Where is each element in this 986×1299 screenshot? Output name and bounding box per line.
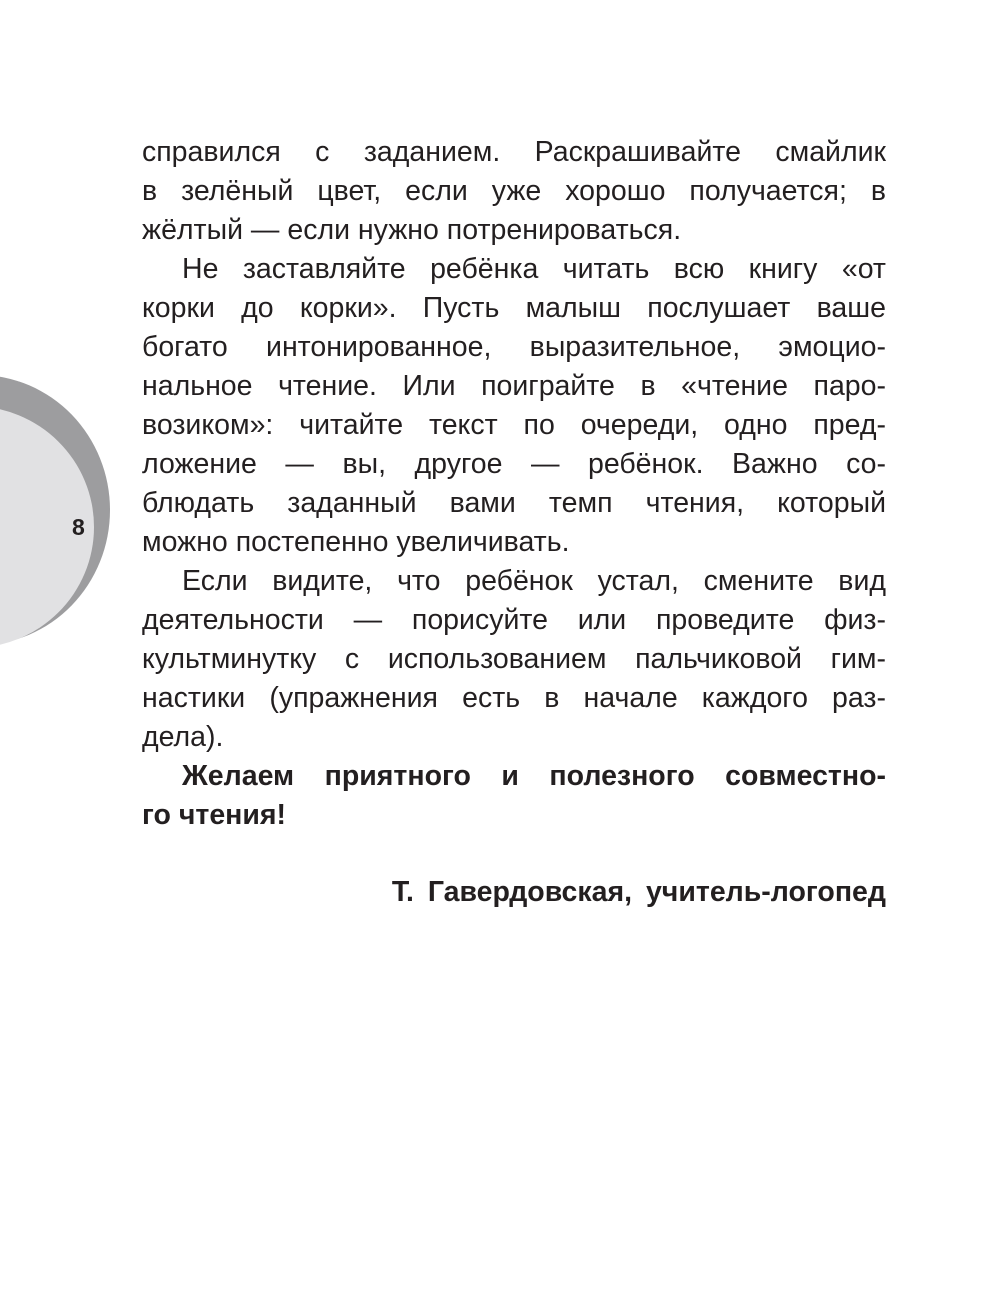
text-line: богато интонированное, выразительное, эмоцио- [142,331,886,363]
paragraph-2 [142,250,886,562]
text-line: справился с заданием. Раскрашивайте смайлик [142,136,886,168]
text-line: в зелёный цвет, если уже хорошо получается; в [142,175,886,207]
text-line: Не заставляйте ребёнка читать всю книгу «от [182,253,886,285]
text-line: возиком»: читайте текст по очереди, одно пред- [142,409,886,441]
text-line: культминутку с использованием пальчиковой гим- [142,643,886,675]
text-line: настики (упражнения есть в начале каждого раз- [142,682,886,714]
body-text [142,133,886,835]
text-line: можно постепенно увеличивать. [142,526,570,558]
text-line: блюдать заданный вами темп чтения, который [142,487,886,519]
paragraph-1 [142,133,886,250]
text-line: нальное чтение. Или поиграйте в «чтение паро- [142,370,886,402]
text-line: корки до корки». Пусть малыш послушает ваше [142,292,886,324]
text-line: го чтения! [142,799,287,831]
text-line: жёлтый — если нужно потренироваться. [142,214,682,246]
page-number: 8 [72,514,85,540]
paragraph-wish [142,757,886,835]
paragraph-3 [142,562,886,757]
text-line: деятельности — порисуйте или проведите физ- [142,604,886,636]
text-line: Если видите, что ребёнок устал, смените вид [182,565,886,597]
text-line: Желаем приятного и полезного совместно- [182,760,886,792]
text-line: ложение — вы, другое — ребёнок. Важно со- [142,448,886,480]
text-line: дела). [142,721,224,753]
author-signature: Т. Гавердовская, учитель-логопед [391,876,886,908]
